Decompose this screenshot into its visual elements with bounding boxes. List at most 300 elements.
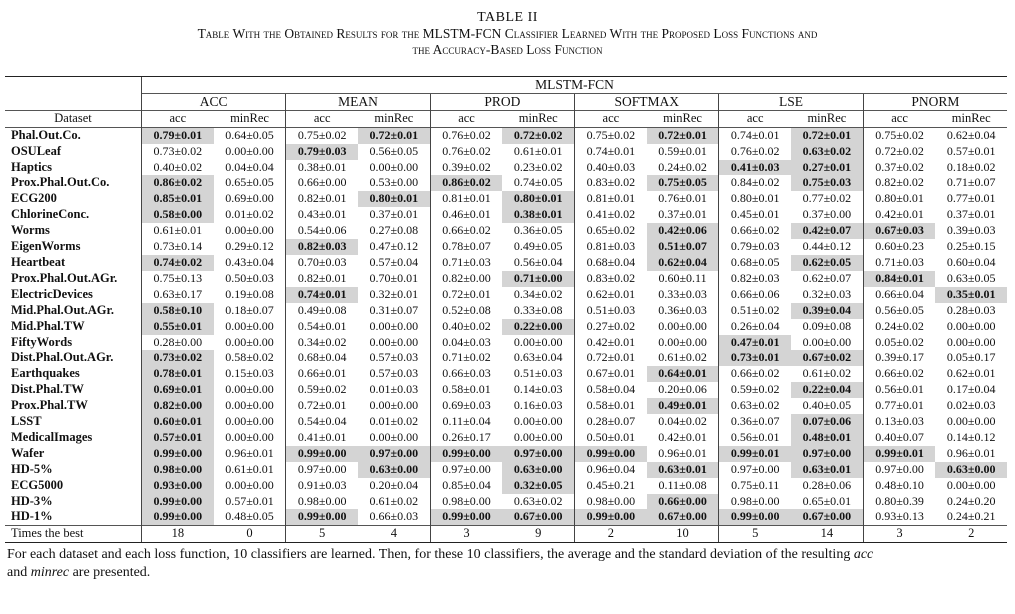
table-cell: 0.80±0.01	[502, 191, 574, 207]
table-cell: 0.61±0.01	[142, 223, 214, 239]
table-cell: 0.18±0.02	[946, 159, 996, 174]
table-cell: 0.72±0.01	[575, 350, 647, 366]
table-cell: 0.76±0.02	[719, 144, 791, 160]
table-cell: 0.60±0.23	[863, 239, 935, 255]
table-cell: 0.29±0.12	[225, 239, 274, 254]
table-cell: 0.31±0.07	[369, 302, 419, 317]
dataset-name: Prox.Phal.TW	[11, 398, 88, 413]
table-cell: 0.66±0.02	[430, 223, 502, 239]
table-cell: 0.74±0.02	[142, 255, 214, 271]
table-cell: 0.76±0.02	[430, 127, 502, 143]
table-cell: 0.58±0.04	[575, 382, 647, 398]
table-cell: 0.66±0.02	[863, 366, 935, 382]
table-cell: 0.13±0.03	[863, 414, 935, 430]
table-row	[5, 335, 1007, 351]
sub-header: minRec	[214, 110, 286, 127]
table-cell: 0.63±0.04	[513, 350, 563, 365]
table-cell: 0.96±0.01	[946, 445, 996, 460]
table-cell: 0.71±0.03	[430, 255, 502, 271]
table-cell: 0.38±0.01	[286, 160, 358, 176]
table-cell: 0.76±0.02	[430, 144, 502, 160]
table-cell: 0.62±0.04	[647, 255, 719, 271]
table-row	[5, 382, 1007, 398]
table-cell: 0.97±0.00	[791, 446, 863, 462]
table-cell: 0.56±0.05	[369, 143, 419, 158]
table-cell: 0.80±0.01	[719, 191, 791, 207]
table-cell: 0.66±0.03	[430, 366, 502, 382]
table-cell: 0.54±0.06	[286, 223, 358, 239]
table-cell: 0.71±0.07	[946, 175, 996, 190]
table-cell: 0.69±0.03	[430, 398, 502, 414]
group-header: ACC	[142, 93, 286, 110]
table-cell: 0.00±0.00	[225, 334, 274, 349]
dataset-name: LSST	[11, 414, 42, 429]
table-cell: 0.00±0.00	[225, 477, 274, 492]
table-cell: 0.50±0.01	[575, 430, 647, 446]
table-cell: 0.72±0.01	[791, 127, 863, 143]
table-cell: 0.42±0.01	[863, 207, 935, 223]
table-cell: 0.58±0.10	[142, 303, 214, 319]
table-cell: 0.00±0.00	[225, 382, 274, 397]
table-cell: 0.00±0.00	[946, 414, 996, 429]
table-cell: 0.61±0.02	[802, 366, 852, 381]
table-cell: 0.98±0.00	[142, 462, 214, 478]
table-cell: 0.56±0.01	[719, 430, 791, 446]
table-cell: 0.45±0.21	[575, 478, 647, 494]
table-cell: 0.79±0.03	[286, 144, 358, 160]
table-cell: 0.57±0.01	[142, 430, 214, 446]
table-row	[5, 287, 1007, 303]
table-cell: 0.56±0.01	[863, 382, 935, 398]
table-cell: 0.74±0.01	[575, 144, 647, 160]
table-cell: 0.80±0.01	[358, 191, 430, 207]
table-cell: 0.93±0.13	[863, 509, 935, 525]
table-cell: 0.34±0.02	[286, 335, 358, 351]
table-cell: 0.00±0.00	[369, 429, 419, 444]
table-cell: 0.00±0.00	[369, 334, 419, 349]
table-cell: 0.68±0.05	[719, 255, 791, 271]
table-cell: 0.57±0.01	[225, 493, 274, 508]
table-cell: 0.40±0.03	[575, 160, 647, 176]
table-cell: 0.75±0.11	[719, 478, 791, 494]
times-best-count: 5	[286, 526, 358, 543]
table-cell: 0.59±0.01	[658, 143, 707, 158]
dataset-name: ECG200	[11, 191, 57, 206]
table-cell: 0.51±0.02	[719, 303, 791, 319]
group-header: PROD	[430, 93, 574, 110]
table-cell: 0.20±0.04	[369, 477, 419, 492]
table-cell: 0.66±0.02	[719, 223, 791, 239]
table-cell: 0.67±0.03	[863, 223, 935, 239]
table-cell: 0.57±0.01	[946, 143, 996, 158]
table-cell: 0.85±0.01	[142, 191, 214, 207]
table-cell: 0.71±0.00	[502, 271, 574, 287]
dataset-name: ElectricDevices	[11, 286, 93, 301]
sub-header: minRec	[358, 110, 430, 127]
table-cell: 0.76±0.01	[658, 191, 707, 206]
table-cell: 0.47±0.01	[719, 335, 791, 351]
table-cell: 0.04±0.03	[430, 335, 502, 351]
table-cell: 0.99±0.00	[286, 446, 358, 462]
table-note: For each dataset and each loss function, 10 classifiers are learned. Then, for these 10 classifiers, the average and the standard deviation of the resulting acc and minrec are presented.	[7, 547, 874, 581]
table-cell: 0.67±0.02	[791, 350, 863, 366]
table-cell: 0.66±0.03	[369, 509, 419, 524]
times-best-count: 9	[502, 526, 574, 543]
table-cell: 0.63±0.17	[142, 287, 214, 303]
table-cell: 0.00±0.00	[513, 414, 563, 429]
group-header: MEAN	[286, 93, 430, 110]
table-cell: 0.58±0.00	[142, 207, 214, 223]
table-cell: 0.28±0.07	[575, 414, 647, 430]
table-cell: 0.80±0.39	[863, 494, 935, 510]
table-cell: 0.99±0.01	[719, 446, 791, 462]
table-cell: 0.98±0.00	[286, 494, 358, 510]
table-cell: 0.66±0.00	[647, 494, 719, 510]
table-cell: 0.75±0.13	[142, 271, 214, 287]
table-cell: 0.62±0.01	[946, 366, 996, 381]
results-table	[5, 76, 1007, 543]
table-cell: 0.15±0.03	[225, 366, 274, 381]
table-cell: 0.52±0.08	[430, 303, 502, 319]
table-cell: 0.79±0.03	[719, 239, 791, 255]
table-cell: 0.67±0.00	[647, 509, 719, 525]
table-cell: 0.77±0.01	[863, 398, 935, 414]
table-cell: 0.62±0.05	[791, 255, 863, 271]
table-cell: 0.84±0.02	[719, 175, 791, 191]
table-row	[5, 430, 1007, 446]
table-cell: 0.24±0.02	[863, 319, 935, 335]
dataset-name: Earthquakes	[11, 366, 80, 381]
table-cell: 0.81±0.01	[575, 191, 647, 207]
table-cell: 0.07±0.06	[791, 414, 863, 430]
table-cell: 0.00±0.00	[946, 477, 996, 492]
table-row	[5, 350, 1007, 366]
table-cell: 0.82±0.01	[286, 271, 358, 287]
table-cell: 0.00±0.00	[369, 318, 419, 333]
table-cell: 0.65±0.05	[225, 175, 274, 190]
table-cell: 0.42±0.01	[575, 335, 647, 351]
table-cell: 0.02±0.03	[946, 398, 996, 413]
table-row	[5, 191, 1007, 207]
table-cell: 0.01±0.02	[225, 207, 274, 222]
table-cell: 0.46±0.01	[430, 207, 502, 223]
sub-header: acc	[863, 110, 935, 127]
times-best-label: Times the best	[5, 526, 142, 543]
table-row	[5, 255, 1007, 271]
table-cell: 0.00±0.00	[225, 223, 274, 238]
table-cell: 0.67±0.00	[791, 509, 863, 525]
table-cell: 0.68±0.04	[286, 350, 358, 366]
table-cell: 0.86±0.02	[430, 175, 502, 191]
table-cell: 0.49±0.08	[286, 303, 358, 319]
table-cell: 0.75±0.03	[791, 175, 863, 191]
table-row	[5, 175, 1007, 191]
table-row	[5, 144, 1007, 160]
table-cell: 0.63±0.02	[513, 493, 563, 508]
dataset-name: Heartbeat	[11, 254, 66, 269]
table-cell: 0.97±0.00	[286, 462, 358, 478]
table-cell: 0.99±0.00	[142, 446, 214, 462]
table-cell: 0.41±0.01	[286, 430, 358, 446]
table-cell: 0.56±0.05	[863, 303, 935, 319]
table-cell: 0.00±0.00	[802, 334, 852, 349]
table-cell: 0.99±0.00	[575, 446, 647, 462]
table-cell: 0.61±0.01	[225, 461, 274, 476]
table-cell: 0.70±0.03	[286, 255, 358, 271]
table-cell: 0.62±0.07	[802, 270, 852, 285]
table-cell: 0.44±0.12	[802, 239, 852, 254]
table-cell: 0.00±0.00	[225, 429, 274, 444]
table-cell: 0.85±0.04	[430, 478, 502, 494]
table-cell: 0.67±0.00	[502, 509, 574, 525]
group-header: LSE	[719, 93, 863, 110]
table-cell: 0.99±0.00	[575, 509, 647, 525]
table-cell: 0.40±0.05	[802, 398, 852, 413]
table-cell: 0.50±0.03	[225, 270, 274, 285]
table-cell: 0.58±0.01	[430, 382, 502, 398]
table-cell: 0.75±0.02	[286, 127, 358, 143]
dataset-name: OSULeaf	[11, 143, 61, 158]
table-cell: 0.66±0.06	[719, 287, 791, 303]
table-cell: 0.97±0.00	[719, 462, 791, 478]
table-cell: 0.97±0.00	[430, 462, 502, 478]
table-row	[5, 207, 1007, 223]
table-cell: 0.23±0.02	[513, 159, 563, 174]
sub-header: acc	[142, 110, 214, 127]
table-cell: 0.40±0.02	[142, 160, 214, 176]
table-cell: 0.66±0.00	[286, 175, 358, 191]
table-cell: 0.96±0.04	[575, 462, 647, 478]
table-cell: 0.59±0.02	[286, 382, 358, 398]
table-row	[5, 239, 1007, 255]
table-cell: 0.32±0.01	[369, 286, 419, 301]
table-cell: 0.41±0.02	[575, 207, 647, 223]
table-cell: 0.43±0.01	[286, 207, 358, 223]
table-cell: 0.63±0.01	[791, 462, 863, 478]
table-cell: 0.57±0.03	[369, 350, 419, 365]
table-cell: 0.05±0.02	[863, 335, 935, 351]
table-cell: 0.64±0.05	[214, 127, 286, 143]
table-cell: 0.72±0.01	[286, 398, 358, 414]
model-header: MLSTM-FCN	[142, 77, 1008, 94]
group-header: SOFTMAX	[575, 93, 719, 110]
table-cell: 0.91±0.03	[286, 478, 358, 494]
sub-header: minRec	[791, 110, 863, 127]
table-cell: 0.77±0.01	[946, 191, 996, 206]
table-cell: 0.66±0.02	[719, 366, 791, 382]
table-cell: 0.63±0.02	[719, 398, 791, 414]
table-cell: 0.83±0.02	[575, 271, 647, 287]
group-header-row	[5, 93, 1007, 110]
table-cell: 0.05±0.17	[946, 350, 996, 365]
table-cell: 0.19±0.08	[225, 286, 274, 301]
table-cell: 0.09±0.08	[802, 318, 852, 333]
table-cell: 0.22±0.04	[791, 382, 863, 398]
table-cell: 0.99±0.00	[430, 446, 502, 462]
table-label: TABLE II	[477, 10, 538, 25]
table-cell: 0.39±0.17	[863, 350, 935, 366]
table-cell: 0.55±0.01	[142, 319, 214, 335]
dataset-header: Dataset	[5, 110, 142, 127]
table-cell: 0.60±0.01	[142, 414, 214, 430]
table-cell: 0.51±0.03	[575, 303, 647, 319]
table-row	[5, 462, 1007, 478]
times-best-count: 2	[575, 526, 647, 543]
table-cell: 0.72±0.01	[430, 287, 502, 303]
caption-line-1: Table With the Obtained Results for the MLSTM-FCN Classifier Learned With the Proposed Loss Functions and	[197, 26, 818, 41]
table-cell: 0.81±0.03	[575, 239, 647, 255]
table-cell: 0.37±0.00	[802, 207, 852, 222]
table-cell: 0.66±0.04	[863, 287, 935, 303]
table-cell: 0.14±0.03	[513, 382, 563, 397]
table-cell: 0.56±0.04	[513, 254, 563, 269]
sub-header: acc	[430, 110, 502, 127]
times-best-count: 14	[791, 526, 863, 543]
table-cell: 0.34±0.02	[513, 286, 563, 301]
table-cell: 0.04±0.04	[225, 159, 274, 174]
table-row	[5, 494, 1007, 510]
table-cell: 0.98±0.00	[575, 494, 647, 510]
table-cell: 0.63±0.05	[946, 270, 996, 285]
super-header-row	[5, 77, 1007, 94]
table-row	[5, 366, 1007, 382]
table-cell: 0.82±0.02	[863, 175, 935, 191]
dataset-name: FiftyWords	[11, 334, 73, 349]
table-cell: 0.24±0.21	[946, 509, 996, 524]
table-cell: 0.00±0.00	[658, 318, 707, 333]
table-cell: 0.48±0.05	[225, 509, 274, 524]
table-cell: 0.39±0.02	[430, 160, 502, 176]
table-cell: 0.70±0.01	[369, 270, 419, 285]
dataset-name: HD-1%	[11, 509, 53, 524]
table-cell: 0.63±0.01	[647, 462, 719, 478]
table-cell: 0.51±0.03	[513, 366, 563, 381]
table-row	[5, 319, 1007, 335]
table-cell: 0.00±0.00	[225, 143, 274, 158]
times-best-count: 0	[214, 526, 286, 543]
table-cell: 0.33±0.08	[513, 302, 563, 317]
table-cell: 0.72±0.01	[358, 127, 430, 143]
table-cell: 0.36±0.03	[658, 302, 707, 317]
table-cell: 0.67±0.01	[575, 366, 647, 382]
table-row	[5, 271, 1007, 287]
table-cell: 0.82±0.00	[430, 271, 502, 287]
table-row	[5, 223, 1007, 239]
dataset-name: Phal.Out.Co.	[5, 127, 142, 143]
times-best-count: 18	[142, 526, 214, 543]
table-cell: 0.59±0.02	[719, 382, 791, 398]
dataset-name: Haptics	[11, 159, 52, 174]
table-cell: 0.01±0.02	[369, 414, 419, 429]
dataset-name: Mid.Phal.TW	[11, 318, 85, 333]
dataset-name: Wafer	[11, 445, 45, 460]
dataset-name: Worms	[11, 223, 50, 238]
table-cell: 0.61±0.02	[369, 493, 419, 508]
table-cell: 0.17±0.04	[946, 382, 996, 397]
times-best-count: 2	[935, 526, 1007, 543]
table-cell: 0.68±0.04	[575, 255, 647, 271]
table-cell: 0.27±0.01	[791, 160, 863, 176]
table-row	[5, 127, 1007, 143]
times-best-count: 3	[863, 526, 935, 543]
table-cell: 0.53±0.00	[369, 175, 419, 190]
table-cell: 0.00±0.00	[225, 318, 274, 333]
sub-header: acc	[286, 110, 358, 127]
table-cell: 0.25±0.15	[946, 239, 996, 254]
table-cell: 0.11±0.04	[430, 414, 502, 430]
table-row	[5, 414, 1007, 430]
table-cell: 0.93±0.00	[142, 478, 214, 494]
table-cell: 0.57±0.03	[369, 366, 419, 381]
table-cell: 0.61±0.02	[658, 350, 707, 365]
table-cell: 0.39±0.04	[791, 303, 863, 319]
table-cell: 0.58±0.01	[575, 398, 647, 414]
table-cell: 0.00±0.00	[658, 334, 707, 349]
table-cell: 0.97±0.00	[358, 446, 430, 462]
table-cell: 0.80±0.01	[863, 191, 935, 207]
table-cell: 0.75±0.02	[575, 127, 647, 143]
table-cell: 0.58±0.02	[225, 350, 274, 365]
table-cell: 0.72±0.01	[647, 127, 719, 143]
table-cell: 0.63±0.02	[791, 144, 863, 160]
table-cell: 0.11±0.08	[658, 477, 707, 492]
table-cell: 0.42±0.06	[647, 223, 719, 239]
table-cell: 0.78±0.01	[142, 366, 214, 382]
table-cell: 0.83±0.02	[575, 175, 647, 191]
dataset-name: EigenWorms	[11, 239, 81, 254]
table-cell: 0.27±0.02	[575, 319, 647, 335]
table-cell: 0.47±0.12	[369, 239, 419, 254]
table-cell: 0.73±0.02	[142, 350, 214, 366]
table-cell: 0.38±0.01	[502, 207, 574, 223]
table-cell: 0.79±0.01	[142, 127, 214, 143]
times-best-row	[5, 526, 1007, 543]
table-cell: 0.69±0.00	[225, 191, 274, 206]
table-cell: 0.39±0.03	[946, 223, 996, 238]
table-cell: 0.99±0.00	[142, 509, 214, 525]
table-cell: 0.60±0.11	[658, 270, 707, 285]
table-cell: 0.71±0.02	[430, 350, 502, 366]
table-row	[5, 303, 1007, 319]
table-cell: 0.74±0.01	[719, 127, 791, 143]
table-cell: 0.82±0.03	[286, 239, 358, 255]
table-cell: 0.24±0.02	[658, 159, 707, 174]
group-header: PNORM	[863, 93, 1007, 110]
dataset-name: Mid.Phal.Out.AGr.	[11, 302, 115, 317]
table-cell: 0.77±0.02	[802, 191, 852, 206]
table-cell: 0.28±0.00	[142, 335, 214, 351]
table-cell: 0.63±0.00	[358, 462, 430, 478]
table-cell: 0.26±0.04	[719, 319, 791, 335]
times-best-count: 3	[430, 526, 502, 543]
table-cell: 0.43±0.04	[225, 254, 274, 269]
table-cell: 0.22±0.00	[502, 319, 574, 335]
table-cell: 0.82±0.01	[286, 191, 358, 207]
table-cell: 0.96±0.01	[225, 445, 274, 460]
table-row	[5, 446, 1007, 462]
table-cell: 0.66±0.01	[286, 366, 358, 382]
table-cell: 0.98±0.00	[430, 494, 502, 510]
table-cell: 0.28±0.03	[946, 302, 996, 317]
table-cell: 0.00±0.00	[946, 318, 996, 333]
table-cell: 0.54±0.04	[286, 414, 358, 430]
table-cell: 0.35±0.01	[935, 287, 1007, 303]
table-cell: 0.63±0.00	[935, 462, 1007, 478]
times-best-count: 10	[647, 526, 719, 543]
table-cell: 0.82±0.03	[719, 271, 791, 287]
table-cell: 0.37±0.01	[946, 207, 996, 222]
table-cell: 0.97±0.00	[863, 462, 935, 478]
